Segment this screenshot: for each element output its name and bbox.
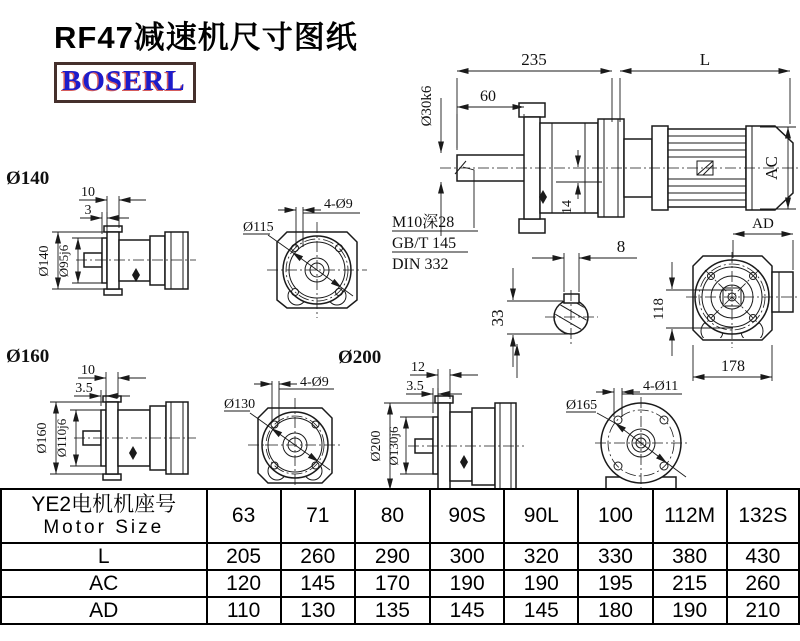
cell-AD-112M: 190 [653, 597, 727, 624]
flange200-bolt-holes: 4-Ø11 [643, 379, 679, 394]
dim-235: 235 [521, 50, 547, 69]
row-label-AD: AD [1, 597, 207, 624]
row-label-AC: AC [1, 570, 207, 597]
cell-AD-80: 135 [355, 597, 430, 624]
col-63: 63 [207, 489, 281, 543]
cell-AC-100: 195 [578, 570, 652, 597]
cell-AC-112M: 215 [653, 570, 727, 597]
flange140-spigot-dia: Ø95j6 [56, 244, 71, 278]
cell-AD-90S: 145 [430, 597, 504, 624]
section-label-140: Ø140 [6, 168, 50, 189]
flange200-side-view [338, 344, 524, 488]
shaft-key-section [488, 237, 637, 367]
cell-AC-80: 170 [355, 570, 430, 597]
cell-AC-71: 145 [281, 570, 355, 597]
boserl-logo [54, 62, 196, 103]
flange200-front-view [566, 379, 687, 488]
section-label-200: Ø200 [338, 347, 382, 368]
flange140-side-view [6, 168, 196, 295]
col-132S: 132S [727, 489, 799, 543]
dim-60: 60 [480, 88, 496, 105]
cell-AD-132S: 210 [727, 597, 799, 624]
cell-AD-71: 130 [281, 597, 355, 624]
col-71: 71 [281, 489, 355, 543]
thread-note: M10深28 [392, 214, 455, 231]
dim-L: L [699, 50, 711, 69]
standard-note-din: DIN 332 [392, 256, 449, 273]
cell-L-80: 290 [355, 543, 430, 570]
boserl-logo-text: BOSERL [62, 65, 186, 97]
flange140-front-view [243, 197, 367, 318]
flange140-bolt-circle: Ø115 [243, 220, 274, 235]
key-height: 33 [488, 309, 507, 327]
flange160-front-view [224, 375, 342, 488]
flange200-spigot-depth: 3.5 [406, 379, 424, 394]
flange160-bolt-circle: Ø130 [224, 397, 256, 412]
flange160-thickness: 10 [81, 363, 95, 378]
flange160-bolt-holes: 4-Ø9 [300, 375, 329, 390]
table-row-L [1, 543, 799, 570]
cell-L-71: 260 [281, 543, 355, 570]
col-90L: 90L [504, 489, 578, 543]
shaft-diameter-label: Ø30k6 [419, 85, 435, 127]
flange160-side-view [6, 346, 196, 480]
col-100: 100 [578, 489, 652, 543]
cell-AD-100: 180 [578, 597, 652, 624]
standard-note-gbt: GB/T 145 [392, 235, 457, 252]
cell-L-132S: 430 [727, 543, 799, 570]
flange140-bolt-holes: 4-Ø9 [324, 197, 353, 212]
cell-AC-90L: 190 [504, 570, 578, 597]
flange140-spigot-depth: 3 [84, 203, 92, 218]
flange140-thickness: 10 [81, 185, 95, 200]
flange200-bolt-circle: Ø165 [566, 398, 598, 413]
gearbox-rear-view [651, 216, 798, 381]
flange160-spigot-dia: Ø110j6 [54, 418, 69, 458]
table-header-row [1, 489, 799, 543]
motor-size-header-cell [1, 489, 207, 543]
dim-AD: AD [752, 216, 774, 232]
cell-L-100: 330 [578, 543, 652, 570]
row-label-L: L [1, 543, 207, 570]
gearmotor-side-view [440, 103, 798, 233]
cell-AC-63: 120 [207, 570, 281, 597]
flange200-spigot-dia: Ø130j6 [386, 426, 401, 466]
table-row-AC [1, 570, 799, 597]
cell-L-63: 205 [207, 543, 281, 570]
cell-AC-132S: 260 [727, 570, 799, 597]
flange160-spigot-depth: 3.5 [75, 381, 93, 396]
col-112M: 112M [653, 489, 727, 543]
cell-AD-90L: 145 [504, 597, 578, 624]
flange160-dia: Ø160 [35, 422, 50, 454]
cell-L-112M: 380 [653, 543, 727, 570]
flange140-dia: Ø140 [37, 245, 52, 277]
page-title: RF47减速机尺寸图纸 [54, 20, 358, 55]
flange200-thickness: 12 [411, 360, 425, 375]
cell-L-90S: 300 [430, 543, 504, 570]
cell-AC-90S: 190 [430, 570, 504, 597]
dim-14: 14 [560, 200, 575, 214]
motor-size-table [0, 488, 800, 625]
dim-178: 178 [721, 358, 745, 375]
cell-L-90L: 320 [504, 543, 578, 570]
dim-118: 118 [651, 298, 667, 320]
dim-AC: AC [762, 156, 781, 180]
table-row-AD [1, 597, 799, 624]
flange200-dia: Ø200 [369, 430, 384, 462]
section-label-160: Ø160 [6, 346, 50, 367]
key-width: 8 [616, 237, 626, 256]
header-english: Motor Size [43, 517, 165, 539]
col-80: 80 [355, 489, 430, 543]
header-chinese: YE2电机机座号 [31, 493, 177, 516]
cell-AD-63: 110 [207, 597, 281, 624]
col-90S: 90S [430, 489, 504, 543]
